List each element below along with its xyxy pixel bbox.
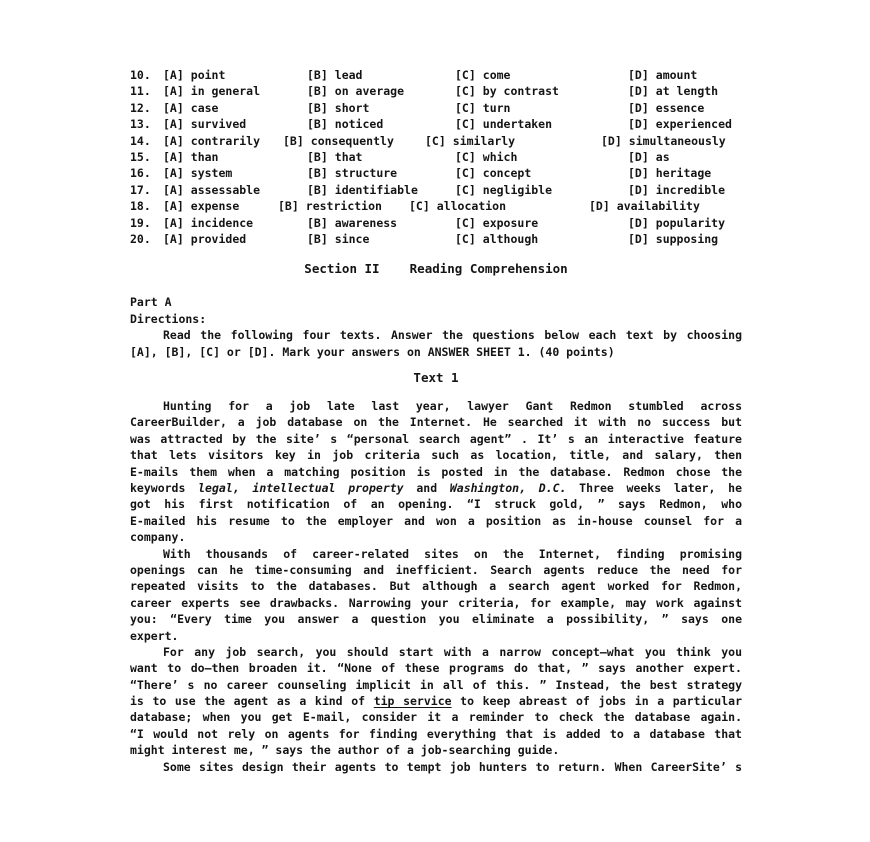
option-letter: [B] — [307, 117, 328, 132]
option-text: point — [190, 68, 226, 82]
option-letter: [A] — [163, 199, 184, 214]
option-text: negligible — [482, 182, 553, 197]
option-d — [628, 67, 742, 83]
option-text: exposure — [482, 215, 539, 230]
option-c — [455, 231, 628, 247]
option-a — [163, 149, 307, 165]
option-d — [628, 83, 742, 99]
option-c — [455, 165, 628, 181]
text-line: [A], [B], [C] or [D]. Mark your answers on ANSWER SHEET 1. (40 points) — [130, 344, 615, 359]
option-letter: [D] — [601, 133, 622, 148]
section-title: Section II Reading Comprehension — [304, 261, 568, 277]
text-line: Hunting for a job late last year, lawyer Gant Redmon stumbled across — [163, 399, 742, 414]
page-content — [130, 67, 742, 775]
text-segment: and — [403, 481, 450, 496]
option-text: contrarily — [190, 133, 261, 148]
text-line: career experts see drawbacks. Narrowing your criteria, for example, may work against — [130, 595, 742, 610]
option-b — [307, 165, 455, 181]
question-number: 13. — [130, 117, 151, 132]
option-a — [163, 133, 283, 149]
option-letter: [D] — [628, 166, 649, 181]
option-letter: [B] — [307, 84, 328, 99]
option-letter: [D] — [628, 232, 649, 247]
paragraph — [130, 546, 742, 644]
option-letter: [B] — [307, 150, 328, 165]
option-letter: [D] — [628, 117, 649, 132]
question-number: 14. — [130, 133, 151, 148]
text-segment: is to use the agent as a kind of — [130, 694, 374, 709]
options-list — [130, 67, 742, 247]
option-text: lead — [334, 68, 363, 82]
question-number: 12. — [130, 100, 151, 115]
option-row — [130, 182, 742, 198]
option-text: availability — [616, 199, 700, 214]
option-b — [307, 100, 455, 116]
text-line: openings can he time-consuming and inefficient. Search agents reduce the need for — [130, 562, 742, 577]
option-text: which — [482, 150, 518, 165]
option-text: short — [334, 100, 370, 115]
option-row — [130, 83, 742, 99]
option-text: heritage — [655, 166, 712, 181]
option-a — [163, 231, 307, 247]
text-segment: Three weeks later, he — [566, 481, 742, 496]
option-letter: [B] — [283, 133, 304, 148]
option-letter: [D] — [628, 150, 649, 165]
option-a — [163, 100, 307, 116]
option-d — [628, 100, 742, 116]
option-b — [307, 149, 455, 165]
option-d — [601, 133, 742, 149]
text-line: CareerBuilder, a job database on the Internet. He searched it with no success but — [130, 415, 742, 430]
option-a — [163, 165, 307, 181]
option-letter: [B] — [307, 215, 328, 230]
directions-label: Directions: — [130, 311, 207, 326]
option-a — [163, 182, 307, 198]
paragraph — [130, 759, 742, 775]
option-letter: [D] — [628, 68, 649, 82]
option-text: supposing — [655, 232, 719, 247]
option-d — [628, 116, 742, 132]
option-text: popularity — [655, 215, 726, 230]
option-row — [130, 165, 742, 181]
paragraph — [130, 398, 742, 546]
option-a — [163, 198, 278, 214]
option-letter: [B] — [278, 199, 299, 214]
option-letter: [C] — [455, 232, 476, 247]
option-text: simultaneously — [628, 133, 726, 148]
option-letter: [C] — [455, 182, 476, 197]
question-number: 15. — [130, 150, 151, 165]
option-letter: [B] — [307, 232, 328, 247]
option-row — [130, 215, 742, 231]
question-number: 10. — [130, 68, 151, 82]
option-text: expense — [190, 199, 240, 214]
option-letter: [A] — [163, 166, 184, 181]
part-label: Part A — [130, 295, 172, 310]
text-line: For any job search, you should start with a narrow concept—what you think you — [163, 644, 742, 659]
text-line: E-mailed his resume to the employer and won a position as in-house counsel for a — [130, 513, 742, 528]
option-letter: [A] — [163, 117, 184, 132]
option-b — [307, 67, 455, 83]
option-text: than — [190, 150, 219, 165]
question-number: 20. — [130, 232, 151, 247]
option-text: in general — [190, 84, 261, 99]
option-text: at length — [655, 84, 719, 99]
option-c — [455, 116, 628, 132]
option-text: restriction — [305, 199, 382, 214]
option-text: by contrast — [482, 84, 559, 99]
option-text: as — [655, 150, 670, 165]
option-text: come — [482, 68, 511, 82]
italic-term: legal, intellectual property — [198, 481, 404, 496]
option-d — [628, 215, 742, 231]
option-text: identifiable — [334, 182, 418, 197]
underlined-term: tip service — [373, 694, 452, 709]
option-b — [278, 198, 409, 214]
text-segment: keywords — [130, 481, 199, 496]
option-letter: [A] — [163, 68, 184, 82]
option-letter: [C] — [425, 133, 446, 148]
paragraph — [130, 644, 742, 759]
option-b — [307, 83, 455, 99]
option-text: survived — [190, 117, 247, 132]
option-letter: [D] — [628, 100, 649, 115]
option-a — [163, 67, 307, 83]
option-text: system — [190, 166, 233, 181]
option-text: experienced — [655, 117, 732, 132]
option-text: undertaken — [482, 117, 553, 132]
option-c — [455, 83, 628, 99]
option-row — [130, 198, 742, 214]
option-letter: [A] — [163, 84, 184, 99]
option-text: amount — [655, 68, 698, 82]
option-row — [130, 149, 742, 165]
text-line: want to do—then broaden it. “None of these programs do that, ” says another expert. — [130, 661, 742, 676]
option-letter: [A] — [163, 100, 184, 115]
option-text: assessable — [190, 182, 261, 197]
option-letter: [C] — [455, 166, 476, 181]
option-text: case — [190, 100, 219, 115]
question-number: 11. — [130, 84, 151, 99]
passage — [130, 398, 742, 775]
option-b — [307, 231, 455, 247]
text-line: might interest me, ” says the author of a job-searching guide. — [130, 743, 560, 758]
text-line — [130, 693, 742, 709]
option-text: although — [482, 232, 539, 247]
option-text: incidence — [190, 215, 254, 230]
option-text: allocation — [436, 199, 507, 214]
option-row — [130, 116, 742, 132]
text-segment: to keep abreast of jobs in a particular — [451, 694, 742, 709]
option-text: provided — [190, 232, 247, 247]
option-letter: [D] — [628, 84, 649, 99]
text-line: With thousands of career-related sites on the Internet, finding promising — [163, 546, 742, 561]
option-c — [455, 67, 628, 83]
option-c — [455, 182, 628, 198]
option-a — [163, 116, 307, 132]
option-text: awareness — [334, 215, 398, 230]
option-letter: [D] — [628, 182, 649, 197]
text-line: that lets visitors key in job criteria such as location, title, and salary, then — [130, 448, 742, 463]
option-d — [628, 182, 742, 198]
option-letter: [A] — [163, 232, 184, 247]
option-text: similarly — [452, 133, 516, 148]
option-a — [163, 215, 307, 231]
option-text: essence — [655, 100, 705, 115]
option-letter: [C] — [455, 84, 476, 99]
option-letter: [B] — [307, 182, 328, 197]
option-b — [307, 182, 455, 198]
option-letter: [C] — [455, 100, 476, 115]
text-line: got his first notification of an opening. “I struck gold, ” says Redmon, who — [130, 497, 742, 512]
option-letter: [A] — [163, 182, 184, 197]
option-c — [455, 149, 628, 165]
option-letter: [A] — [163, 133, 184, 148]
option-letter: [A] — [163, 215, 184, 230]
option-c — [425, 133, 601, 149]
option-letter: [C] — [455, 117, 476, 132]
text-line: E-mails them when a matching position is posted in the database. Redmon chose the — [130, 464, 742, 479]
option-row — [130, 231, 742, 247]
option-letter: [B] — [307, 68, 328, 82]
option-c — [455, 215, 628, 231]
option-a — [163, 83, 307, 99]
option-row — [130, 100, 742, 116]
option-b — [283, 133, 425, 149]
text-line: repeated visits to the databases. But although a search agent worked for Redmon, — [130, 579, 742, 594]
text-line: Some sites design their agents to tempt job hunters to return. When CareerSite’ s — [163, 759, 742, 774]
option-d — [628, 231, 742, 247]
option-text: incredible — [655, 182, 726, 197]
option-b — [307, 215, 455, 231]
option-letter: [C] — [455, 215, 476, 230]
option-text: on average — [334, 84, 405, 99]
option-b — [307, 116, 455, 132]
option-text: structure — [334, 166, 398, 181]
option-row — [130, 67, 742, 83]
option-letter: [D] — [628, 215, 649, 230]
question-number: 18. — [130, 199, 151, 214]
option-letter: [C] — [409, 199, 430, 214]
option-d — [628, 149, 742, 165]
option-letter: [C] — [455, 68, 476, 82]
text-line: “There’ s no career counseling implicit in all of this. ” Instead, the best strategy — [130, 677, 742, 692]
text-line: company. — [130, 530, 186, 545]
option-text: concept — [482, 166, 532, 181]
question-number: 19. — [130, 215, 151, 230]
option-c — [455, 100, 628, 116]
text-line: Read the following four texts. Answer the questions below each text by choosing — [163, 328, 742, 343]
text-line: expert. — [130, 628, 179, 643]
text-line: “I would not rely on agents for finding everything that is added to a database that — [130, 726, 742, 741]
option-row — [130, 133, 742, 149]
directions-block — [130, 327, 742, 360]
option-text: consequently — [310, 133, 394, 148]
text-line: was attracted by the site’ s “personal search agent” . It’ s an interactive feature — [130, 431, 742, 446]
text-line — [130, 480, 742, 496]
option-text: since — [334, 232, 370, 247]
option-letter: [A] — [163, 150, 184, 165]
option-letter: [D] — [589, 199, 610, 214]
option-d — [628, 165, 742, 181]
italic-term: Washington, D.C. — [449, 481, 567, 496]
question-number: 17. — [130, 182, 151, 197]
option-letter: [C] — [455, 150, 476, 165]
option-d — [589, 198, 742, 214]
option-c — [409, 198, 589, 214]
text1-title: Text 1 — [413, 370, 459, 386]
option-text: turn — [482, 100, 511, 115]
option-text: that — [334, 150, 363, 165]
text-line: database; when you get E-mail, consider it a reminder to check the database again. — [130, 710, 742, 725]
question-number: 16. — [130, 166, 151, 181]
option-letter: [B] — [307, 166, 328, 181]
option-letter: [B] — [307, 100, 328, 115]
option-text: noticed — [334, 117, 384, 132]
text-line: you: “Every time you answer a question you eliminate a possibility, ” says one — [130, 612, 742, 627]
